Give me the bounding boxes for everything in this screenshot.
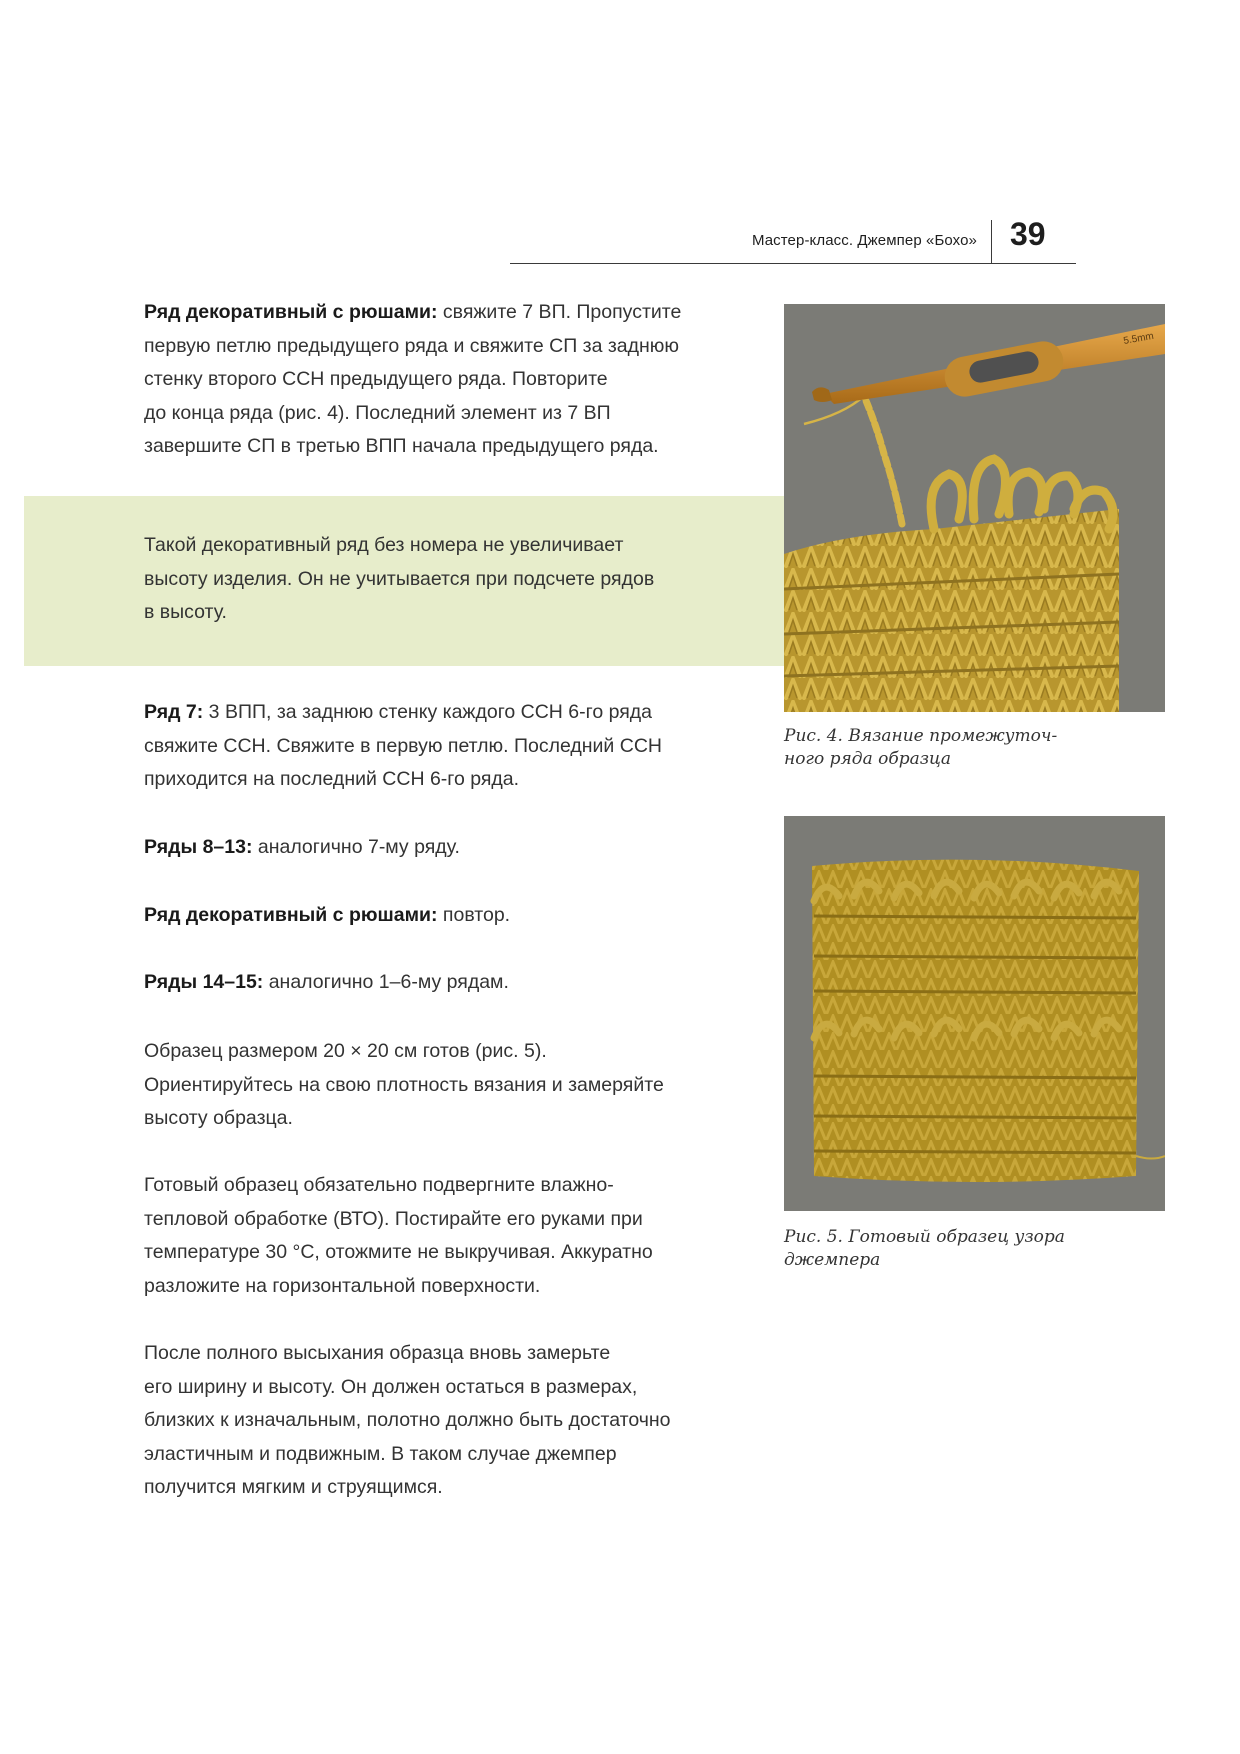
text-line: высоту изделия. Он не учитывается при подсчете рядов — [144, 567, 655, 590]
text-line: до конца ряда (рис. 4). Последний элемент из 7 ВП — [144, 401, 611, 424]
text-line: стенку второго ССН предыдущего ряда. Повторите — [144, 368, 608, 390]
paragraph-wet-blocking — [144, 1169, 764, 1303]
text-line: его ширину и высоту. Он должен остаться в размерах, — [144, 1375, 638, 1398]
text-line: Такой декоративный ряд без номера не увеличивает — [144, 534, 624, 556]
caption-line: ного ряда образца — [784, 749, 952, 769]
text-line: Ориентируйтесь на свою плотность вязания и замеряйте — [144, 1073, 664, 1096]
header-divider — [991, 220, 992, 264]
paragraph-label: Ряд декоративный с рюшами: — [144, 904, 438, 926]
finished-sample-photo — [784, 816, 1165, 1211]
text-line: в высоту. — [144, 601, 227, 623]
figure-5-caption — [784, 1226, 1124, 1272]
figure-4-photo — [784, 304, 1165, 712]
paragraph-decorative-repeat — [144, 899, 764, 933]
paragraph-text: повтор. — [437, 904, 511, 926]
paragraph-text: аналогично 1–6-му рядам. — [263, 971, 509, 993]
paragraph-rows-8-13 — [144, 831, 764, 865]
text-line: Образец размером 20 × 20 см готов (рис. 5). — [144, 1040, 547, 1062]
text-line: приходится на последний ССН 6-го ряда. — [144, 768, 520, 790]
paragraph-label: Ряд декоративный с рюшами: — [144, 301, 438, 323]
text-line: После полного высыхания образца вновь замерьте — [144, 1342, 611, 1364]
text-line: завершите СП в третью ВПП начала предыдущего ряда. — [144, 435, 659, 457]
text-line: получится мягким и струящимся. — [144, 1476, 443, 1498]
text-line: разложите на горизонтальной поверхности. — [144, 1274, 541, 1297]
page-number: 39 — [1010, 216, 1046, 252]
caption-line: джемпера — [784, 1250, 881, 1270]
header-rule — [510, 263, 1076, 264]
text-line: свяжите ССН. Свяжите в первую петлю. Последний ССН — [144, 734, 662, 757]
text-line: 3 ВПП, за заднюю стенку каждого ССН 6-го ряда — [203, 701, 652, 723]
text-line: температуре 30 °С, отожмите не выкручивая. Аккуратно — [144, 1241, 653, 1263]
paragraph-rows-14-15 — [144, 966, 764, 1000]
text-line: высоту образца. — [144, 1107, 293, 1129]
figure-4-caption — [784, 725, 1124, 771]
paragraph-after-drying — [144, 1337, 764, 1505]
paragraph-sample-ready — [144, 1035, 764, 1136]
text-line: первую петлю предыдущего ряда и свяжите СП за заднюю — [144, 334, 680, 357]
crochet-hook-photo — [784, 304, 1165, 712]
text-line: свяжите 7 ВП. Пропустите — [437, 301, 682, 323]
text-line: близких к изначальным, полотно должно быть достаточно — [144, 1409, 671, 1431]
figure-5-photo — [784, 816, 1165, 1211]
paragraph-label: Ряды 14–15: — [144, 971, 264, 993]
paragraph-row-7 — [144, 696, 764, 797]
note-text — [144, 529, 744, 630]
caption-line: Рис. 5. Готовый образец узора — [784, 1227, 1065, 1247]
text-line: эластичным и подвижным. В таком случае джемпер — [144, 1442, 617, 1465]
running-title: Мастер-класс. Джемпер «Бохо» — [751, 232, 977, 249]
hook-size-label: 5.5mm — [1122, 330, 1155, 347]
paragraph-decorative-row — [144, 296, 764, 464]
paragraph-label: Ряд 7: — [144, 701, 204, 723]
caption-line: Рис. 4. Вязание промежуточ- — [784, 726, 1058, 746]
text-line: Готовый образец обязательно подвергните влажно- — [144, 1174, 614, 1196]
paragraph-text: аналогично 7-му ряду. — [252, 836, 460, 858]
paragraph-label: Ряды 8–13: — [144, 836, 253, 858]
text-line: тепловой обработке (ВТО). Постирайте его руками при — [144, 1207, 643, 1230]
